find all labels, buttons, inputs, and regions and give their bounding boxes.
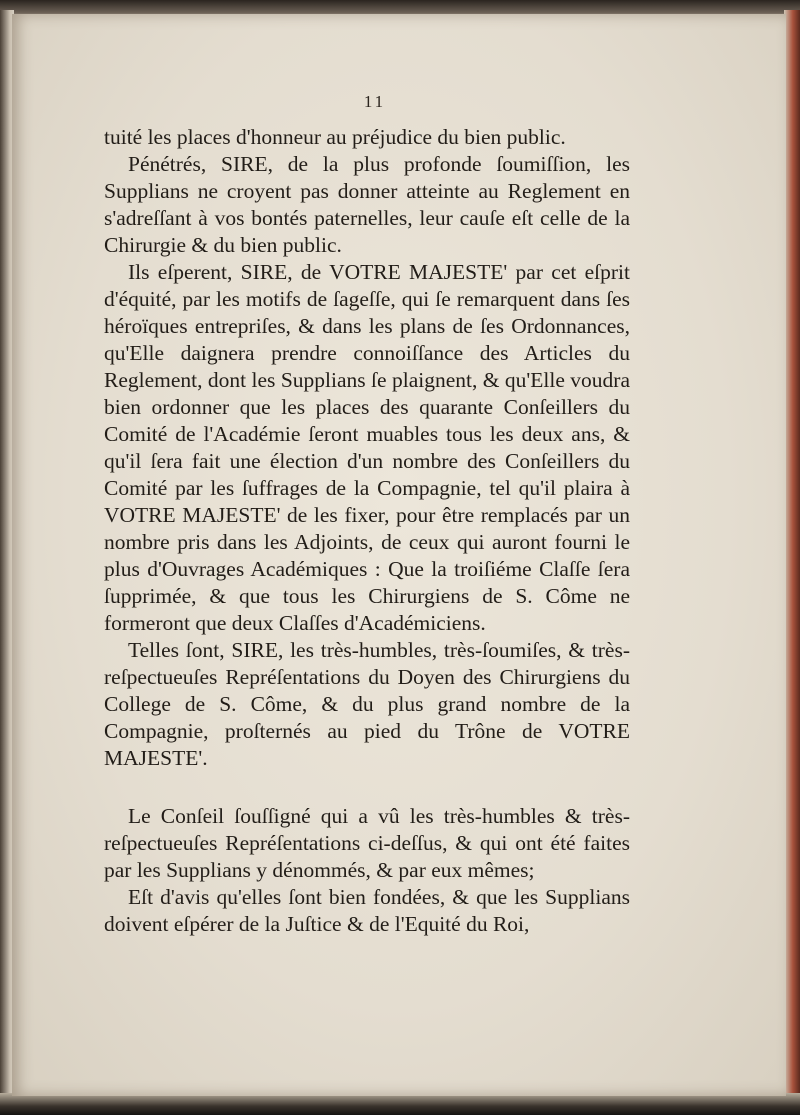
- book-bottom-edge: [0, 1093, 800, 1115]
- paragraph: tuité les places d'honneur au préjudice du bien public.: [104, 125, 566, 149]
- paragraph: Pénétrés, SIRE, de la plus profonde ſoumiſſion, les Supplians ne croyent pas donner atteinte au Reglement en s'adreſſant à vos bontés paternelles, leur cauſe eſt celle de la Chirurgie & du bien public.: [104, 152, 630, 257]
- paragraph: Telles ſont, SIRE, les très-humbles, très-ſoumiſes, & très-reſpectueuſes Repréſentations du Doyen des Chirurgiens du College de S. Côme, & du plus grand nombre de la Compagnie, proſternés au pied du Trône de VOTRE MAJESTE'.: [104, 638, 630, 770]
- paragraph: Ils eſperent, SIRE, de VOTRE MAJESTE' par cet eſprit d'équité, par les motifs de ſageſſe, qui ſe remarquent dans ſes héroïques entrepriſes, & dans les plans de ſes Ordonnances, qu'Elle daignera prendre connoiſſance des Articles du Reglement, dont les Supplians ſe plaignent, & qu'Elle voudra bien ordonner que les places des quarante Conſeillers du Comité de l'Académie ſeront muables tous les deux ans, & qu'il ſera fait une élection d'un nombre des Conſeillers du Comité par les ſuffrages de la Compagnie, tel qu'il plaira à VOTRE MAJESTE' de les fixer, pour être remplacés par un nombre pris dans les Adjoints, de ceux qui auront fourni le plus d'Ouvrages Académiques : Que la troiſiéme Claſſe ſera ſupprimée, & que tous les Chirurgiens de S. Côme ne formeront que deux Claſſes d'Académiciens.: [104, 260, 630, 635]
- book-fore-edge: [784, 10, 800, 1100]
- paragraph: Le Conſeil ſouſſigné qui a vû les très-humbles & très-reſpectueuſes Repréſentations ci-deſſus, & qui ont été faites par les Supplians y dénommés, & par eux mêmes;: [104, 804, 630, 882]
- paragraph: Eſt d'avis qu'elles ſont bien fondées, & que les Supplians doivent eſpérer de la Juſtice & de l'Equité du Roi,: [104, 885, 630, 936]
- body-text: [104, 124, 630, 938]
- page-number: 11: [363, 92, 387, 111]
